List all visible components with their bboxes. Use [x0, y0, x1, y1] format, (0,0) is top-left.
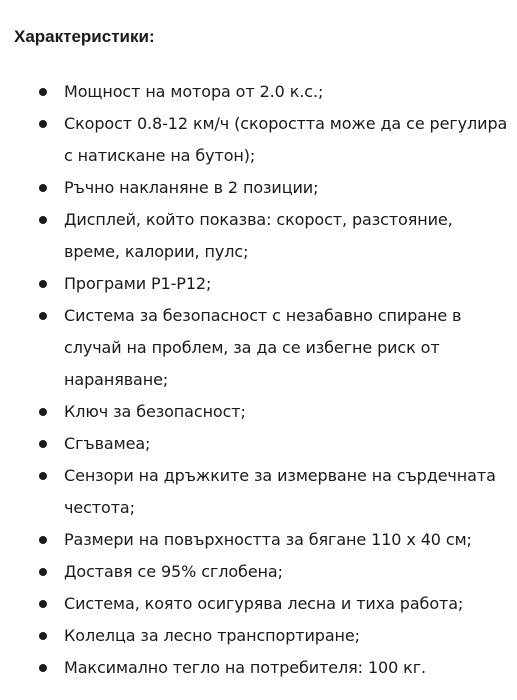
list-item: [0, 620, 517, 652]
list-item-text: Ръчно накланяне в 2 позиции;: [64, 178, 319, 197]
list-item: [0, 652, 517, 684]
bullet-icon: [39, 280, 47, 288]
list-item-text: Сензори на дръжките за измерване на сърдечната честота;: [64, 466, 496, 517]
bullet-icon: [39, 312, 47, 320]
bullet-icon: [39, 184, 47, 192]
bullet-icon: [39, 120, 47, 128]
bullet-icon: [39, 568, 47, 576]
list-item-text: Колелца за лесно транспортиране;: [64, 626, 360, 645]
list-item-text: Дисплей, който показва: скорост, разстояние, време, калории, пулс;: [64, 210, 453, 261]
list-item: [0, 108, 517, 172]
bullet-icon: [39, 216, 47, 224]
features-list: [0, 76, 517, 684]
bullet-icon: [39, 600, 47, 608]
list-item-text: Размери на повърхността за бягане 110 x 40 см;: [64, 530, 472, 549]
list-item-text: Програми P1-P12;: [64, 274, 212, 293]
list-item-text: Доставя се 95% сглобена;: [64, 562, 283, 581]
list-item-text: Сгъвамеа;: [64, 434, 151, 453]
list-item-text: Максимално тегло на потребителя: 100 кг.: [64, 658, 427, 677]
bullet-icon: [39, 440, 47, 448]
list-item: [0, 76, 517, 108]
list-item: [0, 204, 517, 268]
section-heading: Характеристики:: [14, 27, 155, 46]
bullet-icon: [39, 536, 47, 544]
list-item: [0, 268, 517, 300]
list-item: [0, 396, 517, 428]
bullet-icon: [39, 408, 47, 416]
list-item-text: Ключ за безопасност;: [64, 402, 246, 421]
list-item-text: Система, която осигурява лесна и тиха работа;: [64, 594, 464, 613]
list-item: [0, 588, 517, 620]
bullet-icon: [39, 88, 47, 96]
bullet-icon: [39, 664, 47, 672]
list-item-text: Система за безопасност с незабавно спиране в случай на проблем, за да се избегне риск от нараняване;: [64, 306, 462, 389]
list-item-text: Мощност на мотора от 2.0 к.с.;: [64, 82, 324, 101]
list-item: [0, 460, 517, 524]
list-item-text: Скорост 0.8-12 км/ч (скоростта може да се регулира с натискане на бутон);: [64, 114, 508, 165]
bullet-icon: [39, 632, 47, 640]
list-item: [0, 172, 517, 204]
list-item: [0, 428, 517, 460]
bullet-icon: [39, 472, 47, 480]
list-item: [0, 524, 517, 556]
list-item: [0, 300, 517, 396]
list-item: [0, 556, 517, 588]
